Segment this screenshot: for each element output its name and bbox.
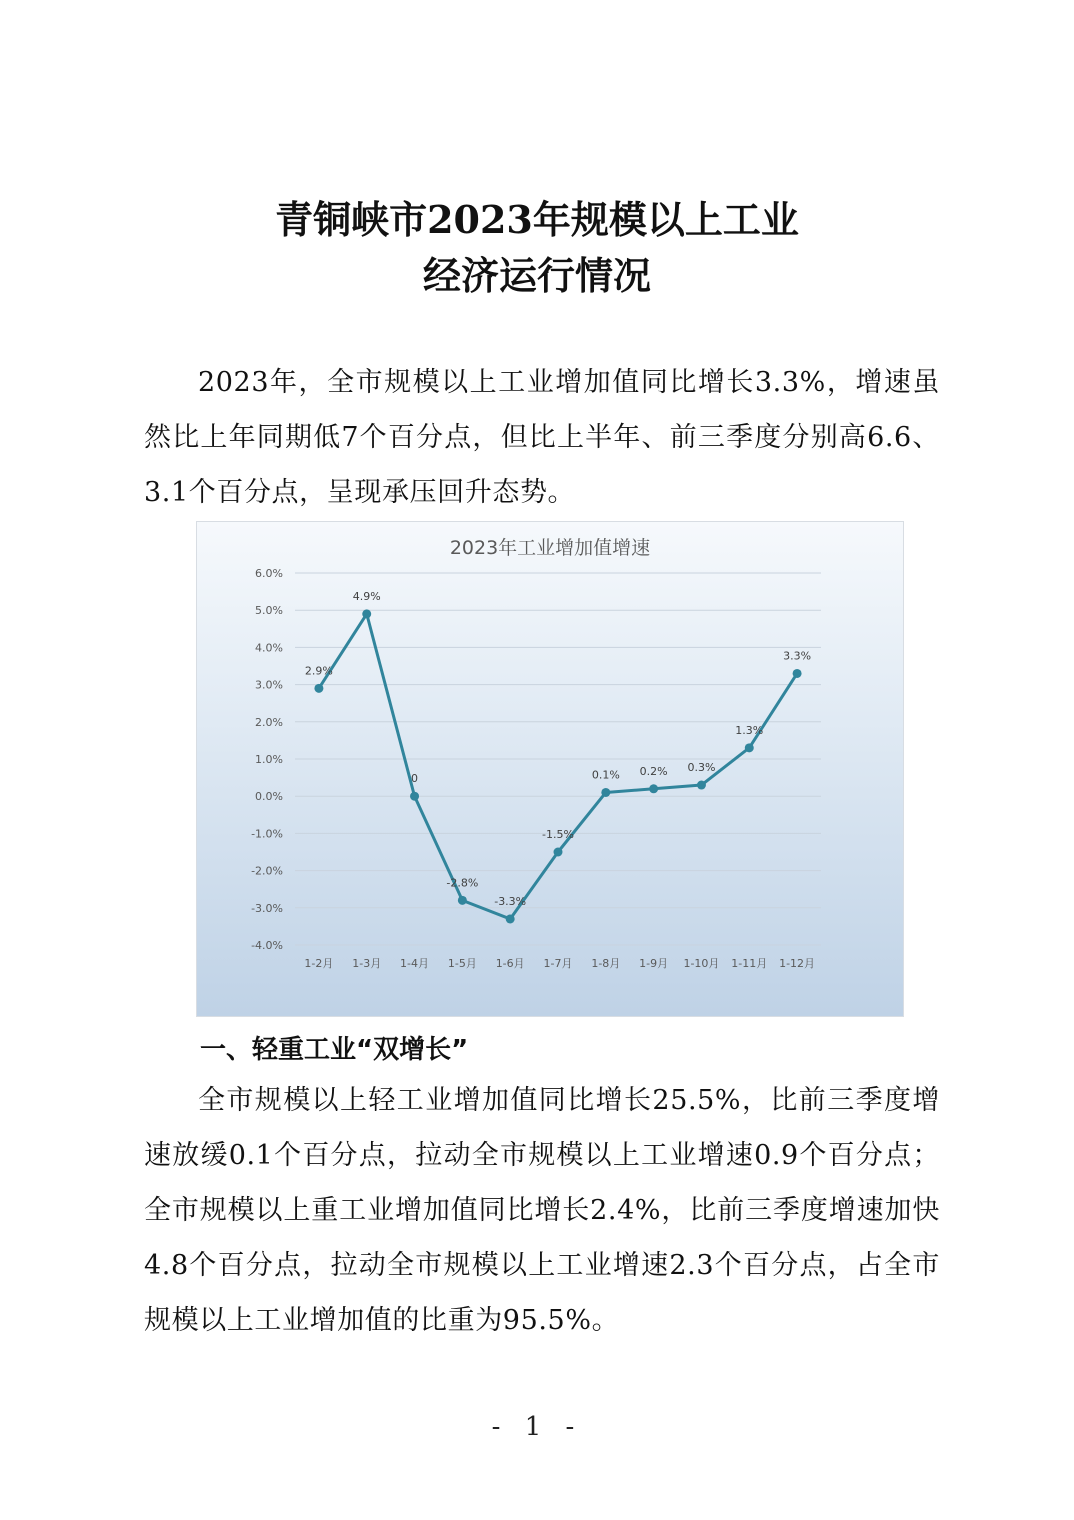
y-tick-label: 2.0% bbox=[255, 715, 283, 729]
y-tick-label: -2.0% bbox=[251, 864, 283, 878]
data-point bbox=[410, 792, 419, 801]
x-tick-label: 1-11月 bbox=[731, 957, 768, 970]
data-point bbox=[745, 743, 754, 752]
data-point bbox=[601, 788, 610, 797]
chart-gridlines bbox=[295, 573, 821, 945]
x-tick-label: 1-9月 bbox=[639, 957, 669, 970]
y-axis-tick-labels bbox=[251, 567, 283, 952]
x-tick-label: 1-6月 bbox=[495, 957, 525, 970]
x-tick-label: 1-2月 bbox=[304, 957, 334, 970]
x-tick-label: 1-8月 bbox=[591, 957, 621, 970]
data-point bbox=[314, 684, 323, 693]
x-tick-label: 1-7月 bbox=[543, 957, 573, 970]
x-axis-tick-labels bbox=[304, 957, 815, 970]
data-label-layer bbox=[305, 590, 811, 908]
data-point bbox=[458, 896, 467, 905]
data-point bbox=[793, 669, 802, 678]
x-tick-label: 1-12月 bbox=[779, 957, 816, 970]
y-tick-label: 3.0% bbox=[255, 678, 283, 692]
y-tick-label: -4.0% bbox=[251, 939, 283, 952]
intro-paragraph: 2023年，全市规模以上工业增加值同比增长3.3%，增速虽然比上年同期低7个百分点，但比上半年、前三季度分别高6.6、3.1个百分点，呈现承压回升态势。 bbox=[144, 367, 940, 508]
section-paragraph: 全市规模以上轻工业增加值同比增长25.5%，比前三季度增速放缓0.1个百分点，拉动全市规模以上工业增速0.9个百分点；全市规模以上重工业增加值同比增长2.4%，比前三季度增速加快4.8个百分点，拉动全市规模以上工业增速2.3个百分点，占全市规模以上工业增加值的比重为95.5%。 bbox=[144, 1085, 940, 1336]
data-point bbox=[697, 781, 706, 790]
x-tick-label: 1-10月 bbox=[683, 957, 720, 970]
data-label: -1.5% bbox=[542, 828, 574, 841]
series-line-layer bbox=[314, 609, 801, 923]
x-tick-label: 1-3月 bbox=[352, 957, 382, 970]
data-label: 0.1% bbox=[591, 768, 620, 782]
x-tick-label: 1-5月 bbox=[447, 957, 477, 970]
y-tick-label: 5.0% bbox=[255, 604, 283, 618]
y-tick-label: -1.0% bbox=[251, 827, 283, 841]
y-tick-label: 4.0% bbox=[255, 641, 283, 655]
chart-canvas bbox=[197, 522, 903, 1016]
y-tick-label: 1.0% bbox=[255, 753, 283, 766]
series-line bbox=[319, 614, 797, 919]
page-number: - 1 - bbox=[491, 1412, 583, 1442]
data-point bbox=[362, 609, 371, 618]
data-label: 0 bbox=[411, 772, 419, 786]
chart-title: 2023年工业增加值增速 bbox=[449, 537, 651, 559]
section-heading: 一、轻重工业“双增长” bbox=[200, 1035, 469, 1065]
data-label: 4.9% bbox=[352, 589, 381, 603]
document-title-line2: 经济运行情况 bbox=[422, 253, 651, 298]
document-title-line1: 青铜峡市2023年规模以上工业 bbox=[275, 197, 799, 242]
data-point bbox=[506, 914, 515, 923]
data-label: 0.3% bbox=[687, 761, 716, 775]
data-point bbox=[649, 784, 658, 793]
data-point bbox=[554, 848, 563, 857]
data-label: 1.3% bbox=[735, 723, 764, 737]
data-label: 2.9% bbox=[304, 664, 333, 678]
y-tick-label: -3.0% bbox=[251, 901, 283, 915]
y-tick-label: 6.0% bbox=[255, 567, 283, 580]
data-label: -2.8% bbox=[446, 876, 479, 890]
growth-line-chart bbox=[196, 521, 904, 1017]
x-tick-label: 1-4月 bbox=[400, 957, 430, 970]
data-label: -3.3% bbox=[494, 894, 527, 908]
data-label: 3.3% bbox=[783, 649, 812, 663]
data-label: 0.2% bbox=[639, 764, 668, 778]
y-tick-label: 0.0% bbox=[255, 790, 283, 804]
